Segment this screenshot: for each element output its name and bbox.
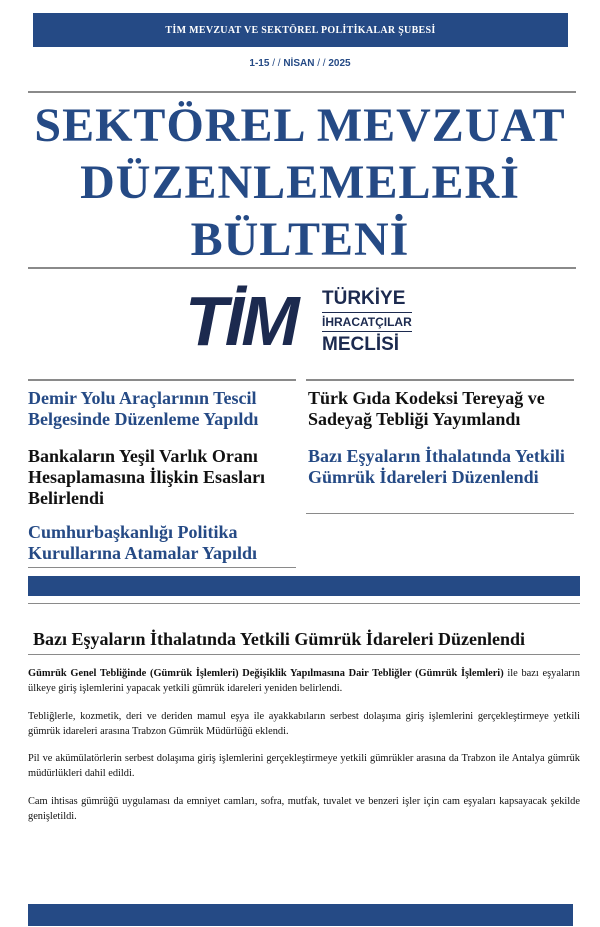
article-heading: Bazı Eşyaların İthalatında Yetkili Gümrük İdareleri Düzenlendi — [33, 629, 526, 649]
article-paragraph-3: Pil ve akümülatörlerin serbest dolaşıma giriş işlemlerini gerçekleştirmeye yetkili gümrükler arasına da Trabzon ile Antalya gümrük müdürlükleri dahil edildi. — [28, 753, 580, 779]
headline-rail-vehicles[interactable]: Demir Yolu Araçlarının Tescil Belgesinde Düzenleme Yapıldı — [28, 388, 259, 429]
headline-customs-offices[interactable]: Bazı Eşyaların İthalatında Yetkili Gümrük İdareleri Düzenlendi — [308, 446, 565, 487]
issue-month: NİSAN — [283, 58, 315, 69]
tim-logo-text — [322, 288, 412, 356]
department-banner — [33, 13, 568, 47]
article-heading-rule — [28, 654, 580, 655]
issue-separator: / / — [272, 58, 281, 69]
issue-year: 2025 — [328, 58, 351, 69]
title-top-rule — [28, 91, 576, 93]
tim-logo-line-2: İHRACATÇILAR — [322, 312, 412, 332]
bulletin-title — [0, 97, 600, 268]
footer-bar — [28, 904, 573, 926]
title-line-2: DÜZENLEMELERİ — [80, 156, 520, 209]
issue-line — [0, 58, 600, 69]
title-line-1: SEKTÖREL MEVZUAT — [34, 99, 566, 152]
issue-range: 1-15 — [249, 58, 270, 69]
article-paragraph-1-body: ile bazı eşyaların ülkeye giriş işlemlerini yapacak yetkili gümrük idareleri yeniden belirlendi. — [28, 668, 580, 694]
section-divider-rule — [28, 603, 580, 604]
title-bottom-rule — [28, 267, 576, 269]
headline-butter-communique[interactable]: Türk Gıda Kodeksi Tereyağ ve Sadeyağ Tebliği Yayımlandı — [308, 388, 545, 429]
tim-logo-line-3: MECLİSİ — [322, 334, 400, 355]
title-line-3: BÜLTENİ — [190, 213, 410, 266]
issue-separator: / / — [317, 58, 326, 69]
left-column-bottom-rule — [28, 567, 296, 568]
tim-logo — [185, 282, 420, 360]
tim-logo-mark: TİM — [185, 282, 297, 360]
headline-green-asset-ratio[interactable]: Bankaların Yeşil Varlık Oranı Hesaplamasına İlişkin Esasları Belirlendi — [28, 446, 266, 508]
left-column-top-rule — [28, 379, 296, 381]
tim-logo-line-1: TÜRKİYE — [322, 288, 406, 309]
right-column-bottom-rule — [306, 513, 574, 514]
article-paragraph-1-lead: Gümrük Genel Tebliğinde (Gümrük İşlemleri) Değişiklik Yapılmasına Dair Tebliğler (Gümrük İşlemleri) — [28, 668, 504, 679]
headline-policy-councils[interactable]: Cumhurbaşkanlığı Politika Kurullarına Atamalar Yapıldı — [28, 522, 258, 563]
article-paragraph-4: Cam ihtisas gümrüğü uygulaması da emniyet camları, sofra, mutfak, tuvalet ve benzeri işler için cam eşyaları kapsayacak şekilde genişletildi. — [28, 796, 580, 822]
department-name: TİM MEVZUAT VE SEKTÖREL POLİTİKALAR ŞUBESİ — [165, 24, 436, 36]
article-paragraph-2: Tebliğlerle, kozmetik, deri ve deriden mamul eşya ile ayakkabıların serbest dolaşıma giriş işlemlerini gerçekleştirmeye yetkili gümrük idareleri arasına Trabzon Gümrük Müdürlüğü eklendi. — [28, 711, 580, 737]
section-divider-bar — [28, 576, 580, 596]
article-paragraph-1 — [28, 667, 580, 696]
right-column-top-rule — [306, 379, 574, 381]
